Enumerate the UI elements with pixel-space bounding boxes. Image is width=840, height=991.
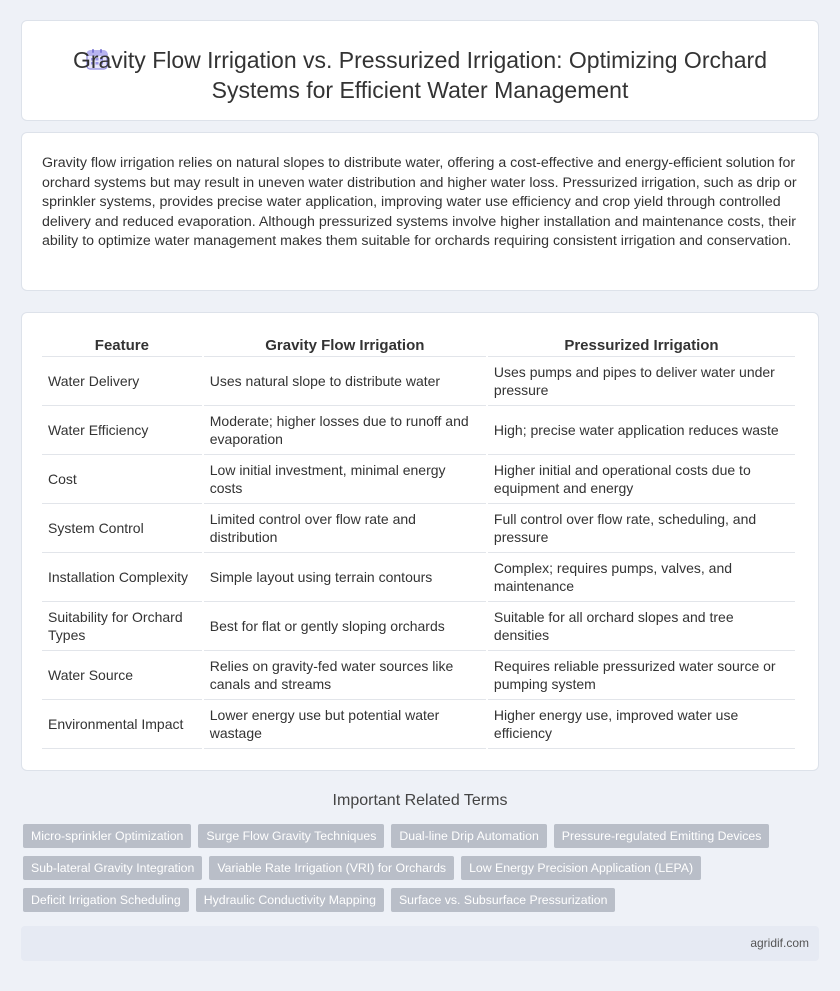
gravity-cell: Low initial investment, minimal energy costs bbox=[204, 455, 486, 504]
related-term-tag[interactable]: Pressure-regulated Emitting Devices bbox=[554, 824, 770, 848]
related-term-tag[interactable]: Hydraulic Conductivity Mapping bbox=[196, 888, 384, 912]
gravity-cell: Lower energy use but potential water wastage bbox=[204, 700, 486, 749]
related-term-tag[interactable]: Micro-sprinkler Optimization bbox=[23, 824, 191, 848]
related-term-tag[interactable]: Surge Flow Gravity Techniques bbox=[198, 824, 384, 848]
tag-row bbox=[23, 888, 783, 912]
related-term-tag[interactable]: Dual-line Drip Automation bbox=[391, 824, 546, 848]
gravity-cell: Uses natural slope to distribute water bbox=[204, 357, 486, 406]
feature-cell: Cost bbox=[42, 455, 202, 504]
tag-row bbox=[23, 856, 783, 880]
comparison-table-card bbox=[21, 312, 819, 771]
related-term-tag[interactable]: Surface vs. Subsurface Pressurization bbox=[391, 888, 615, 912]
table-row bbox=[42, 406, 795, 455]
table-row bbox=[42, 602, 795, 651]
tag-row bbox=[23, 824, 783, 848]
table-header-row bbox=[42, 331, 795, 357]
column-header-pressurized: Pressurized Irrigation bbox=[488, 331, 795, 357]
feature-cell: System Control bbox=[42, 504, 202, 553]
site-link[interactable]: agridif.com bbox=[750, 936, 809, 950]
intro-card bbox=[21, 132, 819, 291]
pressurized-cell: Requires reliable pressurized water source or pumping system bbox=[488, 651, 795, 700]
table-row bbox=[42, 651, 795, 700]
feature-cell: Water Efficiency bbox=[42, 406, 202, 455]
gravity-cell: Relies on gravity-fed water sources like canals and streams bbox=[204, 651, 486, 700]
title-wrap bbox=[22, 45, 818, 105]
pressurized-cell: Complex; requires pumps, valves, and maintenance bbox=[488, 553, 795, 602]
gravity-cell: Moderate; higher losses due to runoff and evaporation bbox=[204, 406, 486, 455]
table-row bbox=[42, 504, 795, 553]
comparison-table bbox=[40, 331, 797, 749]
pressurized-cell: Suitable for all orchard slopes and tree densities bbox=[488, 602, 795, 651]
table-row bbox=[42, 553, 795, 602]
table-row bbox=[42, 700, 795, 749]
column-header-gravity: Gravity Flow Irrigation bbox=[204, 331, 486, 357]
related-terms-list bbox=[23, 824, 783, 920]
gravity-cell: Limited control over flow rate and distribution bbox=[204, 504, 486, 553]
footer-bar bbox=[21, 926, 819, 961]
feature-cell: Water Delivery bbox=[42, 357, 202, 406]
pressurized-cell: High; precise water application reduces waste bbox=[488, 406, 795, 455]
intro-paragraph: Gravity flow irrigation relies on natural slopes to distribute water, offering a cost-effective and energy-efficient solution for orchard systems but may result in uneven water distribution and higher water loss. Pressurized irrigation, such as drip or sprinkler systems, provides precise water application, improving water use efficiency and crop yield through controlled delivery and reduced evaporation. Although pressurized systems involve higher installation and maintenance costs, their ability to optimize water management makes them suitable for orchards requiring consistent irrigation and conservation. bbox=[42, 155, 797, 250]
feature-cell: Water Source bbox=[42, 651, 202, 700]
related-term-tag[interactable]: Sub-lateral Gravity Integration bbox=[23, 856, 202, 880]
pressurized-cell: Higher energy use, improved water use efficiency bbox=[488, 700, 795, 749]
feature-cell: Suitability for Orchard Types bbox=[42, 602, 202, 651]
gravity-cell: Best for flat or gently sloping orchards bbox=[204, 602, 486, 651]
feature-cell: Environmental Impact bbox=[42, 700, 202, 749]
gravity-cell: Simple layout using terrain contours bbox=[204, 553, 486, 602]
related-term-tag[interactable]: Deficit Irrigation Scheduling bbox=[23, 888, 189, 912]
column-header-feature: Feature bbox=[42, 331, 202, 357]
feature-cell: Installation Complexity bbox=[42, 553, 202, 602]
pressurized-cell: Full control over flow rate, scheduling, and pressure bbox=[488, 504, 795, 553]
header-card bbox=[21, 20, 819, 121]
related-terms-heading: Important Related Terms bbox=[332, 792, 508, 809]
table-row bbox=[42, 455, 795, 504]
related-term-tag[interactable]: Variable Rate Irrigation (VRI) for Orchards bbox=[209, 856, 454, 880]
pressurized-cell: Higher initial and operational costs due to equipment and energy bbox=[488, 455, 795, 504]
table-row bbox=[42, 357, 795, 406]
related-term-tag[interactable]: Low Energy Precision Application (LEPA) bbox=[461, 856, 701, 880]
page-title: Gravity Flow Irrigation vs. Pressurized Irrigation: Optimizing Orchard Systems for Efficient Water Management bbox=[72, 47, 768, 103]
pressurized-cell: Uses pumps and pipes to deliver water under pressure bbox=[488, 357, 795, 406]
